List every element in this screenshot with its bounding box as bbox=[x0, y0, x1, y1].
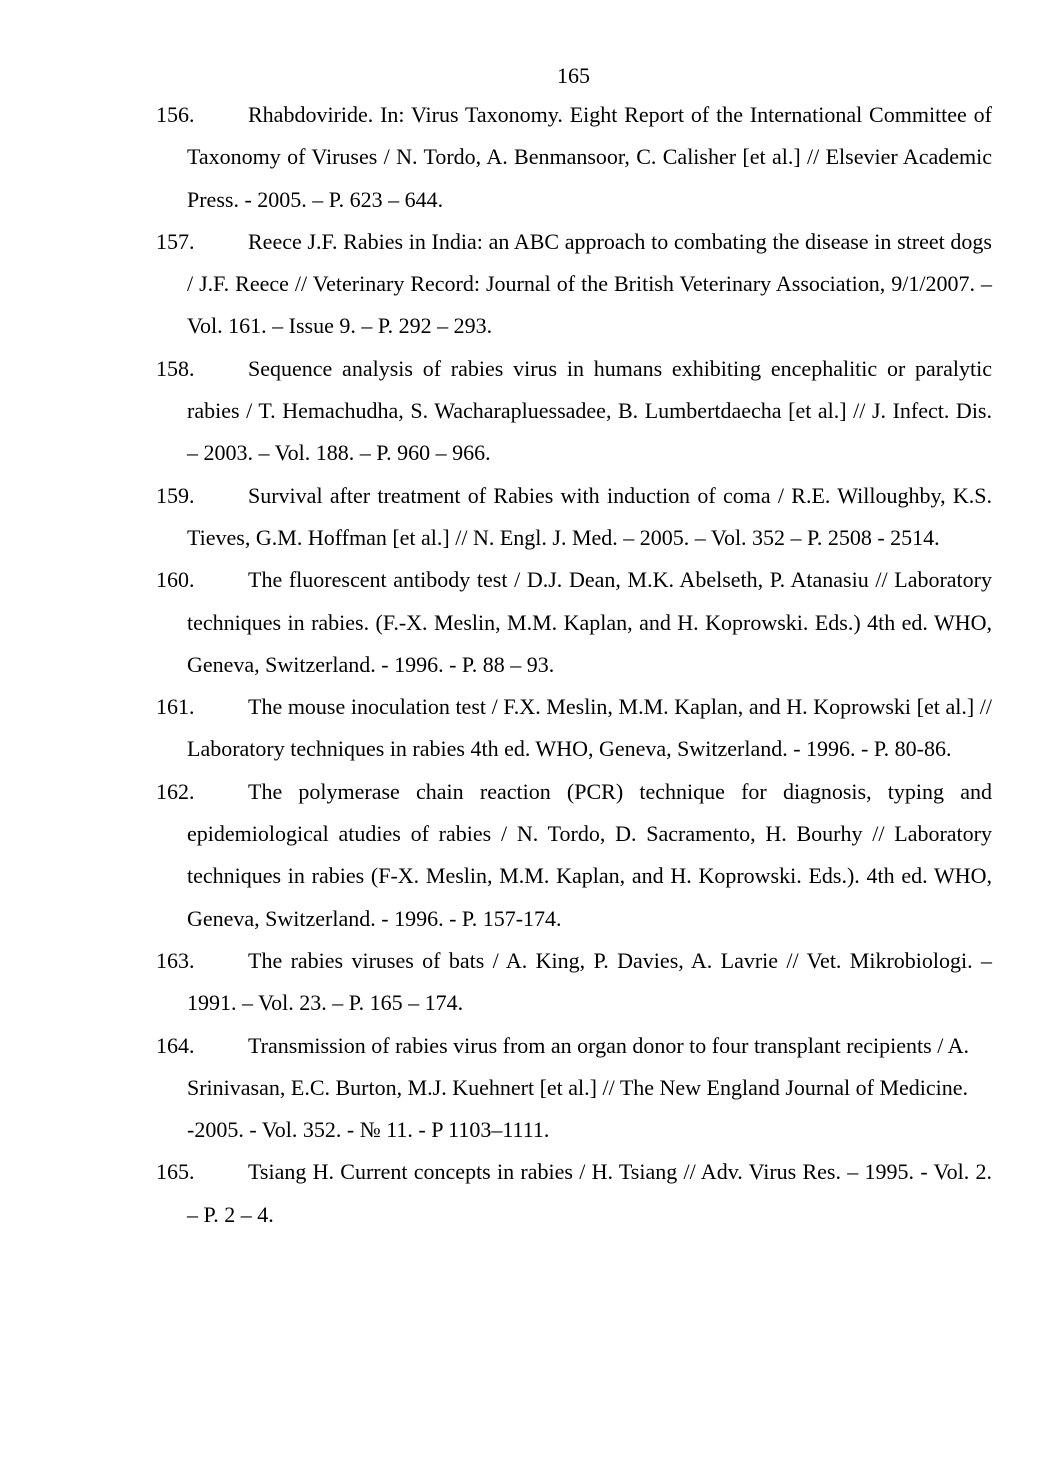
reference-item-158 bbox=[156, 348, 992, 475]
reference-number: 163. bbox=[156, 947, 195, 973]
reference-item-163 bbox=[156, 940, 992, 1025]
reference-item-162 bbox=[156, 771, 992, 940]
reference-item-157 bbox=[156, 221, 992, 348]
reference-number: 157. bbox=[156, 228, 195, 254]
reference-text: Rhabdoviride. In: Virus Taxonomy. Eight Report of the International Committee of Taxonomy of Viruses / N. Tordo, A. Benmansoor, C. Calisher [et al.] // Elsevier Academic Press. - 2005. – P. 623 – 644. bbox=[187, 102, 992, 212]
reference-text: Transmission of rabies virus from an organ donor to four transplant recipients / A. Srinivasan, E.C. Burton, M.J. Kuehnert [et al.] // The New England Journal of Medicine. -2005. - Vol. 352. - № 11. - P 1103–1111. bbox=[187, 1032, 970, 1143]
reference-text: The rabies viruses of bats / A. King, P. Davies, A. Lavrie // Vet. Mikrobiologi. – 1991. – Vol. 23. – P. 165 – 174. bbox=[187, 947, 992, 1016]
reference-text: The fluorescent antibody test / D.J. Dean, M.K. Abelseth, P. Atanasiu // Laboratory techniques in rabies. (F.-X. Meslin, M.M. Kaplan, and H. Koprowski. Eds.) 4th ed. WHO, Geneva, Switzerland. - 1996. - P. 88 – 93. bbox=[187, 567, 992, 677]
reference-number: 159. bbox=[156, 482, 195, 508]
reference-text: The polymerase chain reaction (PCR) technique for diagnosis, typing and epidemiological atudies of rabies / N. Tordo, D. Sacramento, H. Bourhy // Laboratory techniques in rabies (F-X. Meslin, M.M. Kaplan, and H. Koprowski. Eds.). 4th ed. WHO, Geneva, Switzerland. - 1996. - P. 157-174. bbox=[187, 778, 992, 931]
reference-text: Reece J.F. Rabies in India: an ABC approach to combating the disease in street dogs / J.F. Reece // Veterinary Record: Journal of the British Veterinary Association, 9/1/2007. – Vol. 161. – Issue 9. – P. 292 – 293. bbox=[187, 228, 992, 339]
reference-list bbox=[156, 94, 992, 1236]
reference-item-160 bbox=[156, 559, 992, 686]
reference-text: Tsiang H. Current concepts in rabies / H. Tsiang // Adv. Virus Res. – 1995. - Vol. 2. – P. 2 – 4. bbox=[187, 1159, 992, 1227]
reference-number: 158. bbox=[156, 355, 195, 381]
reference-text: Survival after treatment of Rabies with induction of coma / R.E. Willoughby, K.S. Tieves, G.M. Hoffman [et al.] // N. Engl. J. Med. – 2005. – Vol. 352 – P. 2508 - 2514. bbox=[187, 482, 992, 550]
reference-item-164 bbox=[156, 1025, 992, 1152]
reference-number: 165. bbox=[156, 1159, 195, 1185]
reference-text: Sequence analysis of rabies virus in humans exhibiting encephalitic or paralytic rabies / T. Hemachudha, S. Wacharapluessadee, B. Lumbertdaecha [et al.] // J. Infect. Dis. – 2003. – Vol. 188. – P. 960 – 966. bbox=[187, 355, 992, 466]
reference-number: 156. bbox=[156, 102, 195, 127]
reference-number: 161. bbox=[156, 694, 195, 720]
reference-text: The mouse inoculation test / F.X. Meslin, M.M. Kaplan, and H. Koprowski [et al.] // Laboratory techniques in rabies 4th ed. WHO, Geneva, Switzerland. - 1996. - P. 80-86. bbox=[187, 694, 992, 762]
page-number: 165 bbox=[557, 63, 590, 88]
reference-item-159 bbox=[156, 475, 992, 560]
reference-item-161 bbox=[156, 686, 992, 771]
reference-number: 162. bbox=[156, 778, 195, 804]
reference-number: 160. bbox=[156, 567, 195, 593]
reference-number: 164. bbox=[156, 1032, 195, 1058]
reference-item-156 bbox=[156, 94, 992, 221]
reference-item-165 bbox=[156, 1151, 992, 1236]
